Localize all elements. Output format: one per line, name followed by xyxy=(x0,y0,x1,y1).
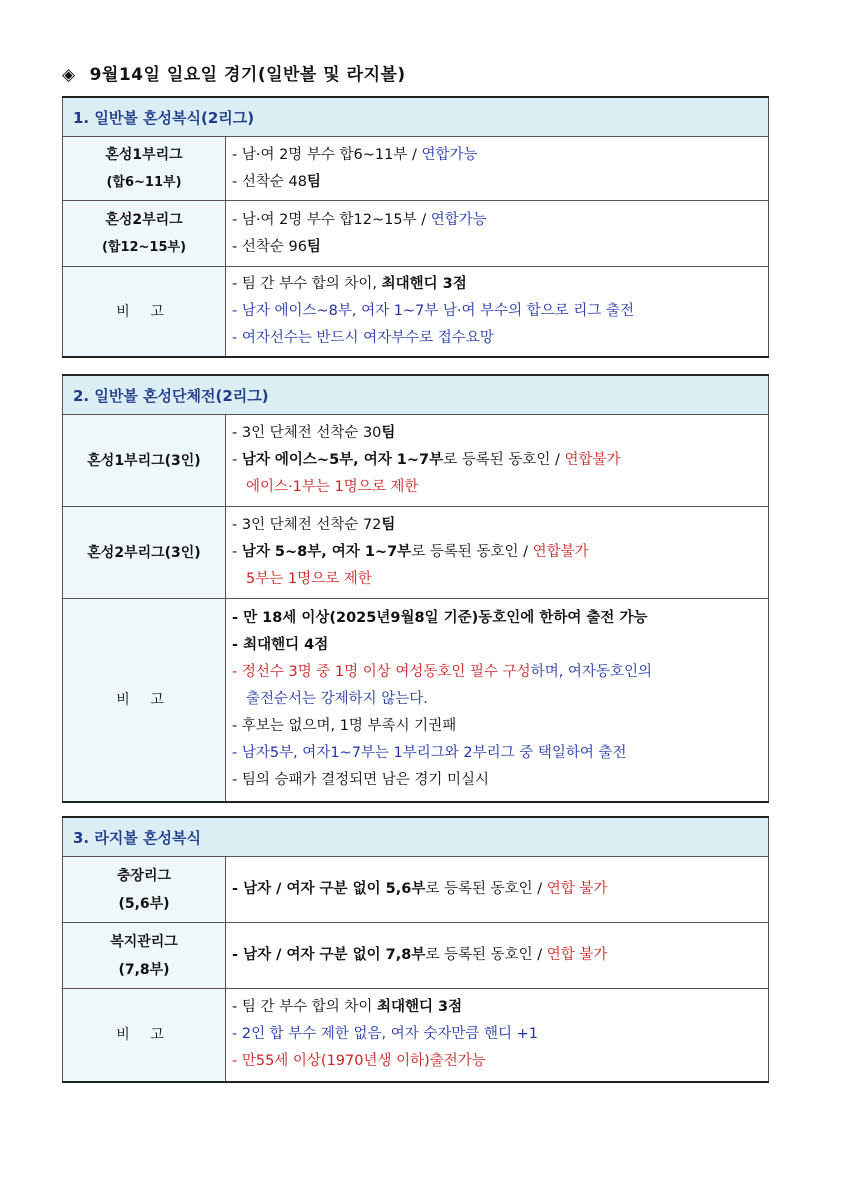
text: 에이스·1부는 1명으로 제한 xyxy=(246,479,419,495)
text: 연합불가 xyxy=(532,544,589,560)
text: - 남·여 2명 부수 합12~15부 / xyxy=(232,211,431,228)
text: 남자 5~8부, 여자 1~7부 xyxy=(241,544,412,560)
text: - 팀의 승패가 결정되면 남은 경기 미실시 xyxy=(232,772,489,789)
section-header: 3. 라지볼 혼성복식 xyxy=(63,817,769,857)
table-row xyxy=(63,507,769,599)
text: 팀 xyxy=(381,425,396,441)
text: 출전순서는 강제하지 않는다. xyxy=(246,691,428,708)
text: 5부는 1명으로 제한 xyxy=(246,571,372,587)
text: - 만 18세 이상(2025년9월8일 기준)동호인에 한하여 출전 가능 xyxy=(232,610,648,627)
row-content xyxy=(226,857,769,923)
text: 최대핸디 3점 xyxy=(376,999,463,1016)
text: 하며, 여자동호인의 xyxy=(530,664,652,681)
text: 연합불가 xyxy=(564,452,621,468)
text: - 남자5부, 여자1~7부는 1부리그와 2부리그 중 택일하여 출전 xyxy=(232,745,627,762)
row-content xyxy=(226,137,769,201)
text: 연합 불가 xyxy=(546,947,608,963)
text: - 후보는 없으며, 1명 부족시 기권패 xyxy=(232,718,457,735)
row-content xyxy=(226,599,769,802)
text: 팀 xyxy=(381,517,396,533)
text: 로 등록된 동호인 / xyxy=(425,947,547,963)
text: 로 등록된 동호인 / xyxy=(443,452,565,468)
text: 로 등록된 동호인 / xyxy=(425,881,547,897)
row-label xyxy=(63,137,226,201)
section-header: 2. 일반볼 혼성단체전(2리그) xyxy=(63,375,769,415)
league-name: 충장리그 xyxy=(116,867,172,884)
text: - 선착순 48 xyxy=(232,173,307,190)
league-sub: (합12~15부) xyxy=(101,239,187,255)
table-row xyxy=(63,201,769,267)
text: 연합 불가 xyxy=(546,881,608,897)
note-label: 비 고 xyxy=(63,599,226,802)
note-label: 비 고 xyxy=(63,989,226,1082)
text: 팀 xyxy=(306,238,321,255)
league-sub: (7,8부) xyxy=(118,961,170,978)
text: - 팀 간 부수 합의 차이 xyxy=(232,999,377,1016)
title-text: 9월14일 일요일 경기(일반볼 및 라지볼) xyxy=(89,65,406,85)
text: - 3인 단체전 선착순 30 xyxy=(232,425,382,441)
league-name: 혼성1부리그(3인) xyxy=(63,415,226,507)
league-sub: (5,6부) xyxy=(118,895,170,912)
section-2-table xyxy=(62,374,769,803)
league-name: 혼성2부리그 xyxy=(105,211,183,228)
text: 연합가능 xyxy=(421,146,478,163)
row-content xyxy=(226,923,769,989)
league-name: 혼성2부리그(3인) xyxy=(63,507,226,599)
text: 최대핸디 3점 xyxy=(381,276,467,292)
text: - xyxy=(232,452,242,468)
row-label xyxy=(63,201,226,267)
text: 남자 에이스~5부, 여자 1~7부 xyxy=(241,452,444,468)
table-row xyxy=(63,923,769,989)
league-name: 혼성1부리그 xyxy=(105,146,183,163)
text: 연합가능 xyxy=(430,211,487,228)
table-row xyxy=(63,137,769,201)
text: - 선착순 96 xyxy=(232,238,307,255)
row-content xyxy=(226,507,769,599)
league-sub: (합6~11부) xyxy=(106,174,182,190)
row-content xyxy=(226,201,769,267)
page-title xyxy=(62,60,406,85)
row-label xyxy=(63,923,226,989)
table-row xyxy=(63,267,769,358)
section-1-table xyxy=(62,96,769,358)
text: 팀 xyxy=(306,173,321,190)
row-content xyxy=(226,989,769,1082)
text: - 정선수 3명 중 1명 이상 여성동호인 필수 구성 xyxy=(232,664,531,681)
note-label: 비 고 xyxy=(63,267,226,358)
row-label xyxy=(63,857,226,923)
text: - 최대핸디 4점 xyxy=(232,637,329,654)
section-header: 1. 일반볼 혼성복식(2리그) xyxy=(63,97,769,137)
section-3-table xyxy=(62,816,769,1083)
text: - 남·여 2명 부수 합6~11부 / xyxy=(232,146,422,163)
table-row xyxy=(63,599,769,802)
row-content xyxy=(226,267,769,358)
text: 로 등록된 동호인 / xyxy=(411,544,533,560)
text: - 남자 / 여자 구분 없이 7,8부 xyxy=(232,947,426,963)
text: - 남자 / 여자 구분 없이 5,6부 xyxy=(232,881,426,897)
text: - 팀 간 부수 합의 차이, xyxy=(232,276,382,292)
text: - 2인 합 부수 제한 없음, 여자 숫자만큼 핸디 +1 xyxy=(232,1026,539,1043)
text: - xyxy=(232,544,242,560)
table-row xyxy=(63,857,769,923)
table-row xyxy=(63,415,769,507)
row-content xyxy=(226,415,769,507)
text: - 여자선수는 반드시 여자부수로 접수요망 xyxy=(232,330,494,346)
text: - 만55세 이상(1970년생 이하)출전가능 xyxy=(232,1053,486,1070)
diamond-icon: ◈ xyxy=(62,65,76,85)
text: - 남자 에이스~8부, 여자 1~7부 남·여 부수의 합으로 리그 출전 xyxy=(232,303,635,319)
table-row xyxy=(63,989,769,1082)
text: - 3인 단체전 선착순 72 xyxy=(232,517,382,533)
league-name: 복지관리그 xyxy=(110,933,178,950)
